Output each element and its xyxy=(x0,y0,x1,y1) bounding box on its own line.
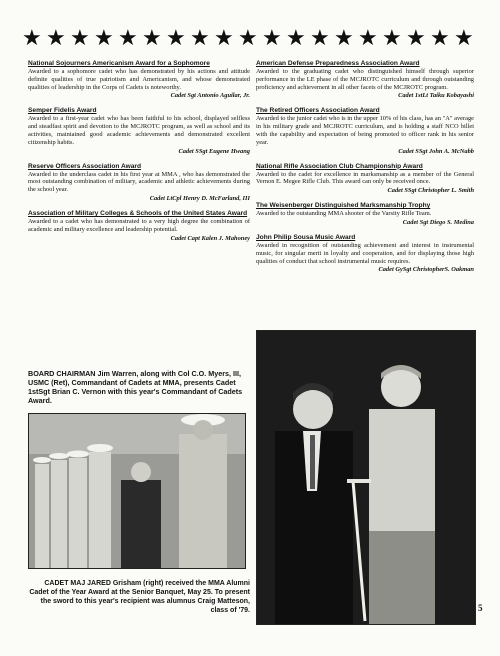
award-recipient: Cadet GySgt ChristopherS. Oakman xyxy=(378,266,474,274)
star-icon: ★ xyxy=(214,25,234,50)
award-description: Awarded to a cadet who has demonstrated to a very high degree the combination of academic and military excellence and leadership potential. xyxy=(28,217,250,233)
award-recipient: Cadet SSgt John A. McNabb xyxy=(398,147,474,155)
star-icon: ★ xyxy=(190,25,210,50)
award-recipient: Cadet Sgt Diego S. Medina xyxy=(402,218,474,226)
award-semper-fidelis xyxy=(28,107,250,155)
award-description: Awarded in recognition of outstanding achievement and interest in instrumental music, for singular merit in loyalty and cooperation, and for displaying those high qualities of conduct that school instrumental music requires. xyxy=(256,241,474,265)
award-title: Association of Military Colleges & Schools of the United States Award xyxy=(28,209,248,217)
award-recipient: Cadet Capt Kalen J. Mahoney xyxy=(170,234,250,242)
award-description: Awarded to the underclass cadet in his first year at MMA , who has demonstrated the most outstanding combination of military, academic and athletic achievements during the school year. xyxy=(28,170,250,194)
award-retired-officers xyxy=(256,107,474,155)
star-border xyxy=(22,26,474,50)
star-icon: ★ xyxy=(142,25,162,50)
star-icon: ★ xyxy=(382,25,402,50)
star-icon: ★ xyxy=(22,25,42,50)
award-title: National Sojourners Americanism Award for a Sophomore xyxy=(28,60,210,67)
award-nra-club xyxy=(256,163,474,196)
star-icon: ★ xyxy=(334,25,354,50)
star-icon: ★ xyxy=(430,25,450,50)
star-icon: ★ xyxy=(238,25,258,50)
award-recipient: Cadet 1stLt Taiku Kobayashi xyxy=(398,92,474,100)
left-award-column xyxy=(28,60,250,250)
award-description: Awarded to the junior cadet who is in the upper 10% of his class, has an "A" average in his military grade and MCJROTC curriculum, and is holding a staff NCO billet with the capability and expectation of being promoted to officer rank in his senior year. xyxy=(256,115,474,146)
award-title: American Defense Preparedness Association Award xyxy=(256,60,420,67)
award-recipient: Cadet LtCpl Henry D. McFarland, III xyxy=(149,194,250,202)
photo-caption-alumni-award: CADET MAJ JARED Grisham (right) received the MMA Alumni Cadet of the Year Award at the Senior Banquet, May 25. To present the sword to this year's recipient was alumnus Craig Matteson, class of '79. xyxy=(29,580,250,614)
award-recipient: Cadet SSgt Eugene Hwang xyxy=(178,147,250,155)
page-number: 5 xyxy=(478,603,483,613)
star-icon: ★ xyxy=(310,25,330,50)
award-description: Awarded to the graduating cadet who distinguished himself through superior performance in the LE phase of the MCJROTC curriculum and through outstanding proficiency and achievement in all other facets of the MCJROTC program. xyxy=(256,68,474,91)
photo-award-presentation xyxy=(28,413,246,569)
star-icon: ★ xyxy=(94,25,114,50)
photo-illustration xyxy=(257,331,475,624)
award-sojourners xyxy=(28,60,250,100)
award-title: Reserve Officers Association Award xyxy=(28,162,141,170)
award-title: The Weisenberger Distinguished Marksmanship Trophy xyxy=(256,202,431,210)
star-icon: ★ xyxy=(118,25,138,50)
award-description: Awarded to a first-year cadet who has been faithful to his school, displayed selfless and steadfast spirit and devotion to the MCJROTC program, as well as school and its activities, maintained good academic achievements and demonstrated excellent citizenship habits. xyxy=(28,115,250,146)
award-description: Awarded to a sophomore cadet who has demonstrated by his actions and attitude definite qualities of true patriotism and Americanism, and whose demonstrated qualities of leadership in the Corps of Cadets is noteworthy. xyxy=(28,68,250,91)
photo-caption-commandant-award: BOARD CHAIRMAN Jim Warren, along with Col C.O. Myers, III, USMC (Ret), Commandant of Cadets at MMA, presents Cadet 1stSgt Brian C. Vernon with this year's Commandant of Cadets Award. xyxy=(28,369,243,405)
award-title: National Rifle Association Club Championship Award xyxy=(256,162,423,170)
award-military-colleges xyxy=(28,210,250,243)
photo-alumni-cadet-award xyxy=(256,330,476,625)
award-reserve-officers xyxy=(28,163,250,203)
photo-illustration xyxy=(29,414,245,568)
award-description: Awarded to the outstanding MMA shooter of the Varsity Rifle Team. xyxy=(256,210,432,218)
right-award-column xyxy=(256,60,474,281)
award-title: The Retired Officers Association Award xyxy=(256,107,380,115)
award-defense-preparedness xyxy=(256,60,474,100)
award-recipient: Cadet SSgt Christopher L. Smith xyxy=(387,187,474,195)
star-icon: ★ xyxy=(286,25,306,50)
award-title: John Philip Sousa Music Award xyxy=(256,233,356,241)
star-icon: ★ xyxy=(406,25,426,50)
award-recipient: Cadet Sgt Antonio Aguilar, Jr. xyxy=(170,92,250,100)
award-weisenberger xyxy=(256,202,474,227)
award-description: Awarded to the cadet for excellence in marksmanship as a member of the General Vernon E. Megee Rifle Club. This award can only be received once. xyxy=(256,170,474,186)
award-title: Semper Fidelis Award xyxy=(28,107,97,115)
star-icon: ★ xyxy=(70,25,90,50)
award-sousa-music xyxy=(256,234,474,274)
star-icon: ★ xyxy=(262,25,282,50)
star-icon: ★ xyxy=(358,25,378,50)
star-icon: ★ xyxy=(46,25,66,50)
star-icon: ★ xyxy=(166,25,186,50)
star-icon: ★ xyxy=(454,25,474,50)
